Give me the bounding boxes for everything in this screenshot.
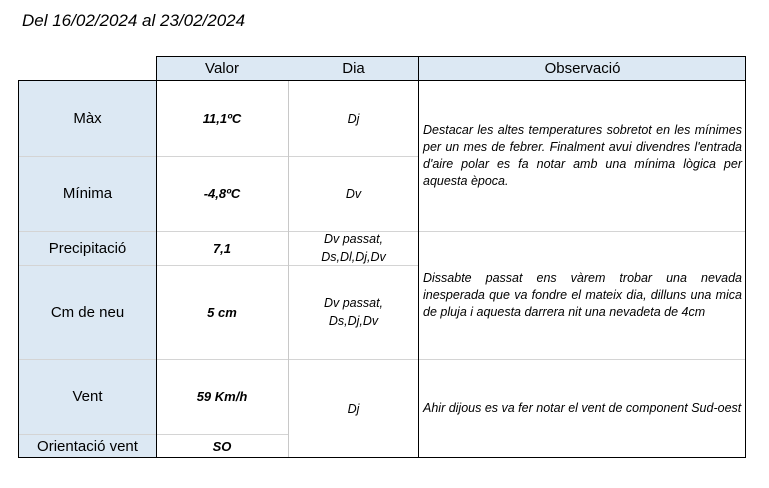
period-title: Del 16/02/2024 al 23/02/2024 — [22, 11, 246, 30]
row-label-min: Mínima — [19, 156, 156, 231]
observation-wind: Ahir dijous es va fer notar el vent de component Sud-oest — [423, 401, 742, 415]
day-snow-line2: Ds,Dj,Dv — [328, 314, 379, 328]
day-snow-line1: Dv passat, — [323, 296, 384, 310]
column-header-valor: Valor — [156, 56, 288, 81]
column-header-observacio: Observació — [419, 56, 746, 81]
value-wind-direction: SO — [212, 438, 232, 454]
table-border-left — [18, 80, 19, 458]
row-divider — [19, 265, 419, 266]
value-wind: 59 Km/h — [196, 389, 248, 404]
observation-temperature: Destacar les altes temperatures sobretot en les mínimes per un mes de febrer. Finalment avui divendres l'entrada d'aire polar es fa notar amb una mínima lògica per aquesta època. — [423, 123, 742, 188]
day-precipitation — [288, 231, 419, 265]
row-divider — [19, 359, 746, 360]
table-border-right — [745, 56, 746, 458]
day-min: Dv — [345, 186, 362, 201]
day-snow — [288, 265, 419, 359]
column-divider — [156, 56, 157, 458]
row-divider — [19, 434, 288, 435]
day-wind: Dj — [347, 401, 360, 416]
day-max: Dj — [347, 111, 360, 126]
value-min: -4,8ºC — [203, 186, 241, 201]
value-precipitation: 7,1 — [212, 240, 232, 256]
column-divider — [418, 56, 419, 458]
observation-precipitation: Dissabte passat ens vàrem trobar una nevada inesperada que va fondre el mateix dia, dilluns una mica de pluja i aquesta darrera nit una nevadeta de 4cm — [423, 270, 742, 319]
row-divider — [19, 156, 419, 157]
day-precipitation-line1: Dv passat, — [323, 232, 384, 246]
row-label-snow: Cm de neu — [19, 265, 156, 359]
day-precipitation-line2: Ds,Dl,Dj,Dv — [321, 250, 386, 264]
row-label-max: Màx — [19, 81, 156, 156]
row-label-wind-direction: Orientació vent — [19, 434, 156, 458]
column-header-dia: Dia — [288, 56, 419, 81]
value-snow: 5 cm — [207, 304, 237, 320]
row-label-precipitation: Precipitació — [19, 231, 156, 265]
table-border-top — [18, 80, 156, 81]
row-divider — [19, 231, 746, 232]
table-border-bottom — [18, 457, 746, 458]
column-divider — [288, 81, 289, 458]
row-label-wind: Vent — [19, 359, 156, 434]
value-max: 11,1ºC — [202, 111, 242, 126]
